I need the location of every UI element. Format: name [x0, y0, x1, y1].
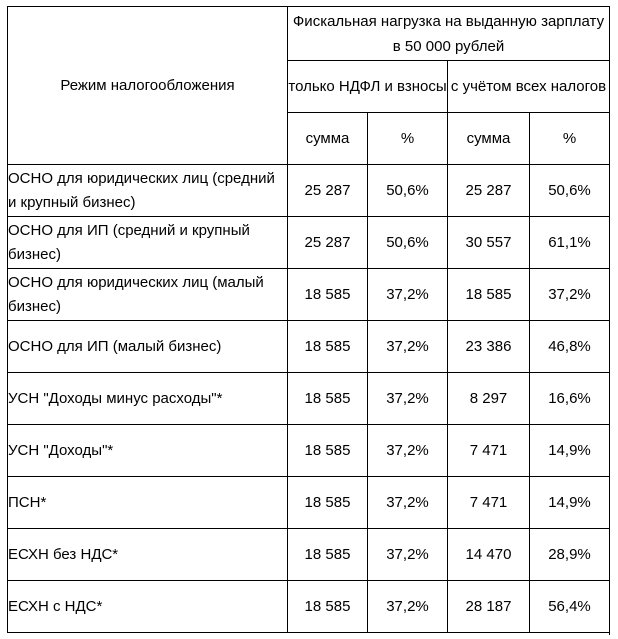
regime-header: Режим налогообложения [8, 7, 288, 165]
ndfl-percent-value: 37,2% [368, 373, 448, 425]
ndfl-sum-value: 18 585 [288, 321, 368, 373]
table-row [8, 165, 610, 217]
ndfl-sum-value: 18 585 [288, 477, 368, 529]
all-sum-value: 28 187 [448, 581, 530, 633]
regime-name: УСН "Доходы"* [8, 425, 288, 477]
table-row [8, 269, 610, 321]
ndfl-percent-value: 37,2% [368, 477, 448, 529]
all-percent-value: 37,2% [530, 269, 610, 321]
all-sum-value: 25 287 [448, 165, 530, 217]
ndfl-percent-value: 50,6% [368, 165, 448, 217]
regime-name: УСН "Доходы минус расходы"* [8, 373, 288, 425]
all-percent-value: 50,6% [530, 165, 610, 217]
ndfl-percent-value: 37,2% [368, 425, 448, 477]
ndfl-sum-value: 25 287 [288, 165, 368, 217]
ndfl-sum-header: сумма [288, 113, 368, 165]
ndfl-percent-value: 37,2% [368, 269, 448, 321]
table-row [8, 217, 610, 269]
ndfl-sum-value: 18 585 [288, 581, 368, 633]
all-sum-value: 8 297 [448, 373, 530, 425]
all-percent-value: 61,1% [530, 217, 610, 269]
all-sum-value: 23 386 [448, 321, 530, 373]
ndfl-sum-value: 18 585 [288, 425, 368, 477]
regime-name: ОСНО для ИП (средний и крупный бизнес) [8, 217, 288, 269]
all-percent-value: 56,4% [530, 581, 610, 633]
all-percent-header: % [530, 113, 610, 165]
ndfl-only-header: только НДФЛ и взносы [288, 61, 448, 113]
all-sum-value: 7 471 [448, 477, 530, 529]
all-sum-value: 7 471 [448, 425, 530, 477]
all-sum-value: 18 585 [448, 269, 530, 321]
ndfl-sum-value: 25 287 [288, 217, 368, 269]
ndfl-percent-value: 50,6% [368, 217, 448, 269]
all-percent-value: 28,9% [530, 529, 610, 581]
tax-burden-table [7, 6, 610, 633]
table-row [8, 321, 610, 373]
table-row [8, 373, 610, 425]
ndfl-sum-value: 18 585 [288, 529, 368, 581]
regime-name: ОСНО для ИП (малый бизнес) [8, 321, 288, 373]
ndfl-sum-value: 18 585 [288, 373, 368, 425]
all-sum-header: сумма [448, 113, 530, 165]
ndfl-percent-value: 37,2% [368, 581, 448, 633]
ndfl-sum-value: 18 585 [288, 269, 368, 321]
ndfl-percent-value: 37,2% [368, 321, 448, 373]
all-taxes-header: с учётом всех налогов [448, 61, 610, 113]
table-row [8, 529, 610, 581]
all-percent-value: 14,9% [530, 425, 610, 477]
all-sum-value: 30 557 [448, 217, 530, 269]
all-percent-value: 14,9% [530, 477, 610, 529]
table-row [8, 581, 610, 633]
regime-name: ПСН* [8, 477, 288, 529]
text-cursor [609, 621, 610, 635]
all-sum-value: 14 470 [448, 529, 530, 581]
regime-name: ЕСХН без НДС* [8, 529, 288, 581]
ndfl-percent-header: % [368, 113, 448, 165]
all-percent-value: 16,6% [530, 373, 610, 425]
regime-name: ЕСХН с НДС* [8, 581, 288, 633]
ndfl-percent-value: 37,2% [368, 529, 448, 581]
all-percent-value: 46,8% [530, 321, 610, 373]
fiscal-burden-header: Фискальная нагрузка на выданную зарплату в 50 000 рублей [288, 7, 610, 61]
regime-name: ОСНО для юридических лиц (средний и крупный бизнес) [8, 165, 288, 217]
table-row [8, 477, 610, 529]
regime-name: ОСНО для юридических лиц (малый бизнес) [8, 269, 288, 321]
table-row [8, 425, 610, 477]
